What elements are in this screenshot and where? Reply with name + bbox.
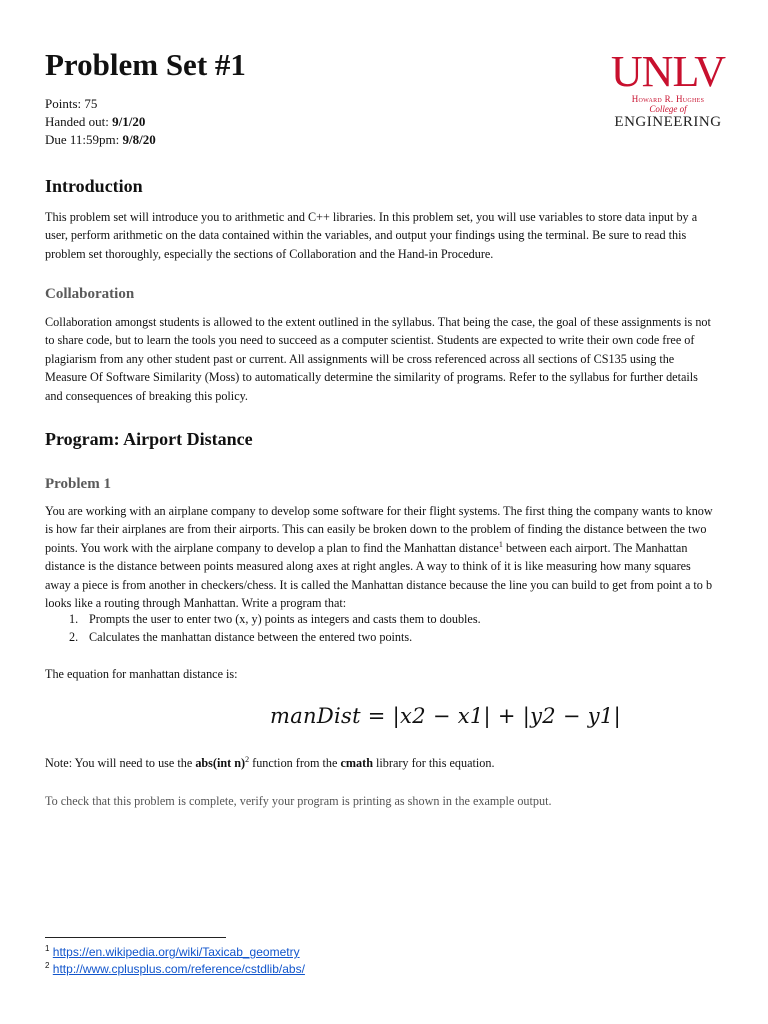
footnote-link-taxicab[interactable]: https://en.wikipedia.org/wiki/Taxicab_geometry — [52, 945, 300, 959]
note-part-a: Note: You will need to use the — [45, 756, 196, 770]
collaboration-heading: Collaboration — [45, 286, 135, 302]
footnote-divider — [45, 937, 226, 938]
problem1-heading: Problem 1 — [45, 476, 111, 492]
note-library-name: cmath — [340, 756, 373, 770]
program-heading: Program: Airport Distance — [45, 429, 253, 449]
points-line — [45, 95, 156, 113]
note-text — [45, 754, 713, 772]
list-item — [45, 610, 713, 628]
manhattan-equation: manDist = |x2 − x1| + |y2 − y1| — [270, 704, 621, 728]
step-number: 2. — [69, 630, 79, 644]
problem1-text-b: between each airport. The Manhattan distance is the distance between points measured along axes at right angles. A way to think of it is like measuring how many squares away a piece is from another in checkers/chess. It is called the Manhattan distance because the line you can build to get from point a to b looks like a routing through Manhattan. Write a program that: — [45, 540, 713, 611]
step-text: Calculates the manhattan distance between the entered two points. — [89, 630, 413, 644]
completion-check-text: To check that this problem is complete, verify your program is printing as shown in the example output. — [45, 794, 552, 808]
logo-college-of: College of — [649, 104, 687, 114]
handed-out-line — [45, 113, 156, 131]
due-line — [45, 131, 156, 149]
step-text: Prompts the user to enter two (x, y) points as integers and casts them to doubles. — [89, 612, 481, 626]
equation-intro: The equation for manhattan distance is: — [45, 667, 238, 681]
points-label: Points: — [45, 96, 85, 111]
footnote-1 — [45, 945, 300, 959]
logo-college-name: Howard R. Hughes — [631, 94, 705, 104]
introduction-text: This problem set will introduce you to arithmetic and C++ libraries. In this problem set, you will use variables to store data input by a user, perform arithmetic on the data contained within the variables, and output your findings using the terminal. Be sure to read this problem set thoroughly, especially the sections of Collaboration and the Hand-in Procedure. — [45, 210, 698, 261]
collaboration-text: Collaboration amongst students is allowed to the extent outlined in the syllabus. That being the case, the goal of these assignments is not to share code, but to learn the tools you need to succeed as a computer scientist. Students are expected to write their own code free of plagiarism from any other student past or current. All assignments will be cross referenced across all sections of CS135 using the Measure Of Software Similarity (Moss) to automatically determine the similarity of programs. Refer to the syllabus for further details and consequences of breaking this policy. — [45, 315, 711, 403]
handed-out-value: 9/1/20 — [112, 114, 146, 129]
step-number: 1. — [69, 612, 79, 626]
introduction-heading: Introduction — [45, 176, 143, 196]
logo-wordmark: UNLV — [610, 47, 726, 96]
footnote-number: 1 — [45, 944, 50, 953]
due-label: Due 11:59pm: — [45, 132, 123, 147]
logo-engineering: ENGINEERING — [614, 114, 722, 130]
footnote-number: 2 — [45, 961, 50, 970]
footnote-ref-2[interactable]: 2 — [245, 754, 250, 764]
problem1-text-a: You are working with an airplane company to develop some software for their flight systems. The first thing the company wants to know is how far their airplanes are from their airports. This can easily be broken down to the problem of finding the distance between the two points. You work with the airplane company to develop a plan to find the Manhattan distance — [45, 504, 713, 555]
problem1-text — [45, 502, 713, 612]
footnote-2 — [45, 962, 305, 976]
program-steps-list — [45, 610, 713, 646]
note-part-b: function from the — [249, 756, 341, 770]
handed-out-label: Handed out: — [45, 114, 113, 129]
footnote-ref-1[interactable]: 1 — [498, 539, 503, 549]
assignment-meta — [45, 95, 156, 149]
footnote-link-cplusplus[interactable]: http://www.cplusplus.com/reference/cstdlib/abs/ — [52, 962, 305, 976]
due-value: 9/8/20 — [122, 132, 156, 147]
note-part-c: library for this equation. — [372, 756, 495, 770]
unlv-engineering-logo — [606, 47, 730, 131]
page-title: Problem Set #1 — [45, 47, 246, 82]
note-function-name: abs(int n) — [195, 756, 246, 770]
points-value: 75 — [84, 96, 98, 111]
list-item — [45, 628, 713, 646]
